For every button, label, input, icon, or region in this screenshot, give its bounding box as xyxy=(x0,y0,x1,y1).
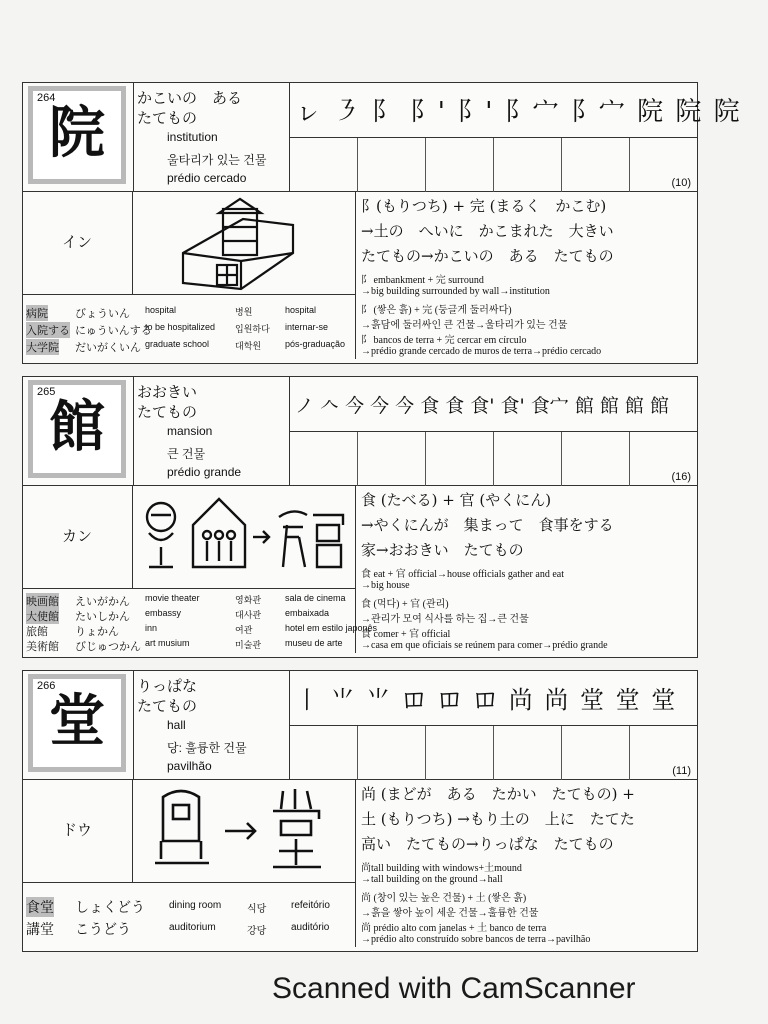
composition-line: たてもの→かこいの ある たてもの xyxy=(361,247,614,265)
composition-line: 尚 (まどが ある たかい たてもの) + xyxy=(361,785,635,803)
composition-box xyxy=(355,191,698,359)
stroke-order-sequence: ノ 𠆢 今 今 今 食 食 食' 食' 食宀 館 館 館 館 xyxy=(295,395,669,417)
word-korean: 영화관 xyxy=(235,595,262,605)
stroke-count: (16) xyxy=(671,471,691,483)
meaning-portuguese: prédio cercado xyxy=(167,171,247,185)
meaning-jp-line-2: たてもの xyxy=(137,403,198,421)
detail-line: 阝 embankment + 完 surround xyxy=(361,275,484,286)
detail-line: →big building surrounded by wall→institution xyxy=(361,286,550,297)
reading-box xyxy=(23,191,133,295)
detail-line: →흙담에 둘러싸인 큰 건물→울타리가 있는 건물 xyxy=(361,320,568,331)
entry-number: 264 xyxy=(37,92,56,104)
card-body-row xyxy=(23,191,697,359)
detail-line: 食 eat + 官 official→house officials gather and eat xyxy=(361,569,564,580)
detail-line: 食 (먹다) + 官 (관리) xyxy=(361,599,449,610)
kanji-box xyxy=(23,83,134,191)
meaning-box xyxy=(133,377,290,485)
word-row xyxy=(23,623,378,639)
word-korean: 대사관 xyxy=(235,610,262,620)
word-row xyxy=(23,322,355,338)
word-english: hospital xyxy=(145,305,177,315)
detail-line: 尚tall building with windows+土mound xyxy=(361,863,522,874)
word-reading: びょういん xyxy=(75,307,130,320)
word-portuguese: auditório xyxy=(291,922,330,933)
word-english: to be hospitalized xyxy=(145,322,216,332)
composition-line: →土の へいに かこまれた 大きい xyxy=(361,222,614,240)
detail-line: →관리가 모여 식사를 하는 집→큰 건물 xyxy=(361,614,529,625)
scanner-watermark: Scanned with CamScanner xyxy=(272,972,636,1005)
word-row xyxy=(23,919,355,939)
word-english: inn xyxy=(145,623,158,633)
word-portuguese: hospital xyxy=(285,305,317,315)
example-words xyxy=(23,589,378,653)
walled-building-icon xyxy=(133,191,355,295)
card-header-row xyxy=(23,377,697,486)
tall-building-glyph-icon xyxy=(133,779,355,883)
meaning-jp-line-1: かこいの ある xyxy=(137,89,243,107)
entry-number: 266 xyxy=(37,680,56,692)
meaning-box xyxy=(133,671,290,779)
meaning-jp-line-2: たてもの xyxy=(137,697,198,715)
word-reading: しょくどう xyxy=(75,900,145,916)
meaning-english: mansion xyxy=(167,424,213,438)
word-english: dining room xyxy=(169,900,222,911)
card-body-row xyxy=(23,779,697,947)
detail-line: 阝 (쌓은 흙) + 完 (둥글게 둘러싸다) xyxy=(361,305,512,316)
word-kanji: 大学院 xyxy=(26,341,59,354)
kanji-card-264 xyxy=(22,82,742,364)
onyomi-reading: カン xyxy=(61,527,92,545)
word-portuguese: refeitório xyxy=(291,900,330,911)
composition-box xyxy=(355,779,698,947)
entry-number: 265 xyxy=(37,386,56,398)
word-kanji: 美術館 xyxy=(26,640,59,653)
word-korean: 강당 xyxy=(247,926,267,937)
onyomi-reading: ドウ xyxy=(61,821,92,839)
word-portuguese: sala de cinema xyxy=(285,593,346,603)
practice-grid xyxy=(289,137,697,192)
word-korean: 대학원 xyxy=(235,341,262,351)
example-words xyxy=(23,295,355,359)
main-kanji: 堂 xyxy=(49,689,105,754)
meaning-jp-line-1: おおきい xyxy=(137,383,198,401)
kanji-box xyxy=(23,671,134,779)
word-portuguese: embaixada xyxy=(285,608,330,618)
detail-line: 食 comer + 官 official xyxy=(361,629,451,640)
word-kanji: 大使館 xyxy=(26,610,59,623)
detail-line: 尚 (창이 있는 높은 건물) + 土 (쌓은 흙) xyxy=(361,893,527,904)
meaning-english: hall xyxy=(167,718,186,732)
stroke-count: (10) xyxy=(671,177,691,189)
ancient-hall-glyph-icon xyxy=(133,485,355,589)
word-english: embassy xyxy=(145,608,182,618)
kanji-box xyxy=(23,377,134,485)
word-reading: にゅういんする xyxy=(75,324,152,337)
meaning-jp-line-1: りっぱな xyxy=(137,677,198,695)
word-portuguese: pós-graduação xyxy=(285,339,346,349)
composition-line: →やくにんが 集まって 食事をする xyxy=(361,516,614,534)
kanji-card-266 xyxy=(22,670,698,952)
word-korean: 병원 xyxy=(235,307,253,317)
meaning-portuguese: pavilhão xyxy=(167,759,212,773)
word-english: movie theater xyxy=(145,593,200,603)
composition-line: 土 (もりつち) →もり土の 上に たてた xyxy=(361,810,635,828)
word-reading: えいがかん xyxy=(75,595,130,608)
meaning-box xyxy=(133,83,290,191)
word-kanji: 病院 xyxy=(26,307,48,320)
detail-line: →흙을 쌓아 높이 세운 건물→훌륭한 건물 xyxy=(361,908,539,919)
kanji-frame xyxy=(28,86,126,184)
word-kanji: 食堂 xyxy=(26,897,54,917)
meaning-korean: 당: 훌륭한 건물 xyxy=(167,741,247,755)
word-row xyxy=(23,638,355,654)
stroke-order-area xyxy=(289,83,742,191)
meaning-korean: 울타리가 있는 건물 xyxy=(167,153,267,167)
detail-line: →prédio grande cercado de muros de terra→prédio cercado xyxy=(361,346,602,357)
composition-line: 阝(もりつち) + 完 (まるく かこむ) xyxy=(361,197,607,215)
onyomi-reading: イン xyxy=(61,233,92,251)
composition-line: 食 (たべる) + 官 (やくにん) xyxy=(361,491,552,509)
detail-line: 阝 bancos de terra + 完 cercar em círculo xyxy=(361,335,527,346)
card-body-row xyxy=(23,485,697,653)
meaning-korean: 큰 건물 xyxy=(167,447,206,461)
stroke-count: (11) xyxy=(672,765,691,777)
stroke-order-area xyxy=(289,377,697,485)
composition-box xyxy=(355,485,698,653)
composition-line: 家→おおきい たてもの xyxy=(361,541,524,559)
word-reading: りょかん xyxy=(75,625,119,638)
composition-line: 高い たてもの→りっぱな たてもの xyxy=(361,835,614,853)
word-reading: こうどう xyxy=(75,922,131,938)
word-korean: 식당 xyxy=(247,904,267,915)
word-kanji: 旅館 xyxy=(26,625,48,638)
reading-box xyxy=(23,485,133,589)
word-row xyxy=(23,305,355,321)
detail-line: →big house xyxy=(361,580,410,591)
kanji-frame xyxy=(28,380,126,478)
main-kanji: 院 xyxy=(49,101,105,166)
word-english: art musium xyxy=(145,638,190,648)
detail-line: →prédio alto construído sobre bancos de terra→pavilhão xyxy=(361,934,591,945)
practice-grid xyxy=(289,725,697,780)
meaning-portuguese: prédio grande xyxy=(167,465,242,479)
card-header-row xyxy=(23,83,742,192)
word-english: graduate school xyxy=(145,339,210,349)
practice-grid xyxy=(289,431,697,486)
meaning-english: institution xyxy=(167,130,218,144)
card-header-row xyxy=(23,671,697,780)
word-reading: だいがくいん xyxy=(75,341,141,354)
word-korean: 미술관 xyxy=(235,640,262,650)
word-row xyxy=(23,608,355,624)
stroke-order-sequence: 丨 ⺌ ⺌ 𫩏 𫩏 𫩏 尚 尚 堂 堂 堂 xyxy=(295,686,678,714)
word-kanji: 講堂 xyxy=(26,922,54,938)
detail-line: 尚 prédio alto com janelas + 土 banco de terra xyxy=(361,923,547,934)
detail-line: →tall building on the ground→hall xyxy=(361,874,503,885)
word-reading: たいしかん xyxy=(75,610,130,623)
example-words xyxy=(23,883,355,947)
word-portuguese: museu de arte xyxy=(285,638,343,648)
word-row xyxy=(23,897,355,917)
word-reading: びじゅつかん xyxy=(75,640,141,653)
word-row xyxy=(23,339,355,355)
word-english: auditorium xyxy=(169,922,216,933)
word-korean: 입원하다 xyxy=(235,324,270,334)
detail-line: →casa em que oficiais se reúnem para comer→prédio grande xyxy=(361,640,608,651)
reading-box xyxy=(23,779,133,883)
kanji-frame xyxy=(28,674,126,772)
word-portuguese: internar-se xyxy=(285,322,329,332)
kanji-card-265 xyxy=(22,376,698,658)
word-kanji: 映画館 xyxy=(26,595,59,608)
main-kanji: 館 xyxy=(49,395,105,460)
stroke-order-sequence: ㇾ ㇋ 阝 阝' 阝' 阝宀 阝宀 院 院 院 xyxy=(295,97,742,127)
word-portuguese: hotel em estilo japonês xyxy=(285,623,378,633)
stroke-order-area xyxy=(289,671,697,779)
meaning-jp-line-2: たてもの xyxy=(137,109,198,127)
word-korean: 여관 xyxy=(235,625,253,635)
word-row xyxy=(23,593,355,609)
word-kanji: 入院する xyxy=(26,324,70,337)
